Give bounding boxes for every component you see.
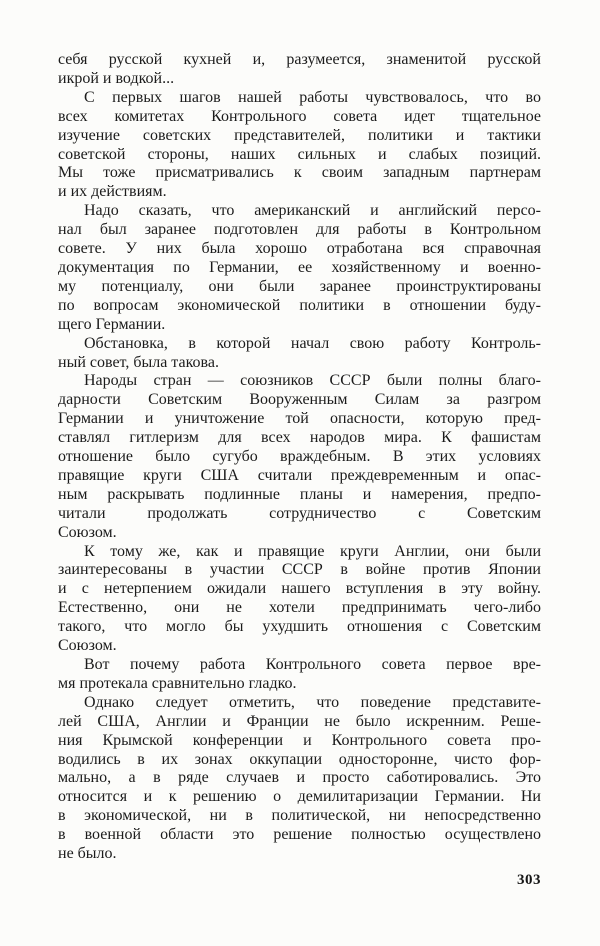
text-line: ный совет, была такова.: [58, 353, 219, 371]
text-line: Народы стран — союзников СССР были полны благо-: [84, 372, 541, 390]
text-line: К тому же, как и правящие круги Англии, они были: [84, 542, 541, 560]
text-line: ным раскрывать подлинные планы и намерения, предпо-: [58, 485, 541, 503]
text-line: всех комитетах Контрольного совета идет тщательное: [58, 107, 541, 125]
text-line: му потенциалу, они были заранее проинструктированы: [58, 277, 541, 295]
text-line: Германии и уничтожение той опасности, которую пред-: [58, 410, 541, 428]
text-line: икрой и водкой...: [58, 69, 175, 87]
text-line: и с нетерпением ожидали нашего вступления в эту войну.: [58, 580, 541, 598]
text-line: дарности Советским Вооруженным Силам за разгром: [58, 391, 541, 409]
text-line: Однако следует отметить, что поведение представите-: [84, 693, 541, 711]
paragraph: [58, 89, 541, 202]
paragraph: [58, 51, 541, 89]
text-line: С первых шагов нашей работы чувствовалось, что во: [84, 88, 541, 106]
text-line: отношение было сугубо враждебным. В этих условиях: [58, 448, 541, 466]
text-line: ния Крымской конференции и Контрольного совета про-: [58, 731, 541, 749]
paragraph: [58, 202, 541, 334]
paragraph: [58, 694, 541, 864]
text-line: документация по Германии, ее хозяйственному и военно-: [58, 258, 541, 276]
text-line: изучение советских представителей, политики и тактики: [58, 126, 541, 144]
text-line: мально, а в ряде случаев и просто саботировались. Это: [58, 769, 541, 787]
text-line: не было.: [58, 845, 117, 863]
text-line: лей США, Англии и Франции не было искренним. Реше-: [58, 712, 541, 730]
text-line: Союзом.: [58, 637, 117, 655]
text-line: себя русской кухней и, разумеется, знаменитой русской: [58, 51, 541, 68]
text-block: [58, 51, 541, 864]
text-line: заинтересованы в участии СССР в войне против Японии: [58, 561, 541, 579]
text-line: в военной области это решение полностью осуществлено: [58, 826, 541, 844]
paragraph: [58, 656, 541, 694]
text-line: Естественно, они не хотели предпринимать чего-либо: [58, 599, 541, 617]
text-line: в экономической, ни в политической, ни непосредственно: [58, 807, 541, 825]
text-line: такого, что могло бы ухудшить отношения с Советским: [58, 618, 541, 636]
text-line: Вот почему работа Контрольного совета первое вре-: [84, 656, 541, 673]
page-number: 303: [517, 872, 541, 888]
paragraph: [58, 543, 541, 656]
text-line: Союзом.: [58, 523, 117, 541]
text-line: советской стороны, наших сильных и слабых позиций.: [58, 145, 541, 163]
paragraph: [58, 372, 541, 542]
text-line: и их действиям.: [58, 183, 167, 201]
text-line: нал был заранее подготовлен для работы в Контрольном: [58, 221, 541, 239]
text-line: щего Германии.: [58, 315, 166, 333]
text-line: Обстановка, в которой начал свою работу Контроль-: [84, 334, 541, 352]
paragraph: [58, 335, 541, 373]
text-line: совете. У них была хорошо отработана вся справочная: [58, 240, 541, 258]
text-line: по вопросам экономической политики в отношении буду-: [58, 296, 541, 314]
text-line: ставлял гитлеризм для всех народов мира. К фашистам: [58, 429, 541, 447]
text-line: правящие круги США считали преждевременным и опас-: [58, 466, 541, 484]
text-line: Надо сказать, что американский и английский персо-: [84, 202, 541, 220]
text-line: относится и к решению о демилитаризации Германии. Ни: [58, 788, 541, 806]
text-line: Мы тоже присматривались к своим западным партнерам: [58, 164, 541, 182]
text-line: водились в их зонах оккупации односторонне, чисто фор-: [58, 750, 541, 768]
text-line: мя протекала сравнительно гладко.: [58, 674, 297, 692]
text-line: читали продолжать сотрудничество с Советским: [58, 504, 541, 522]
